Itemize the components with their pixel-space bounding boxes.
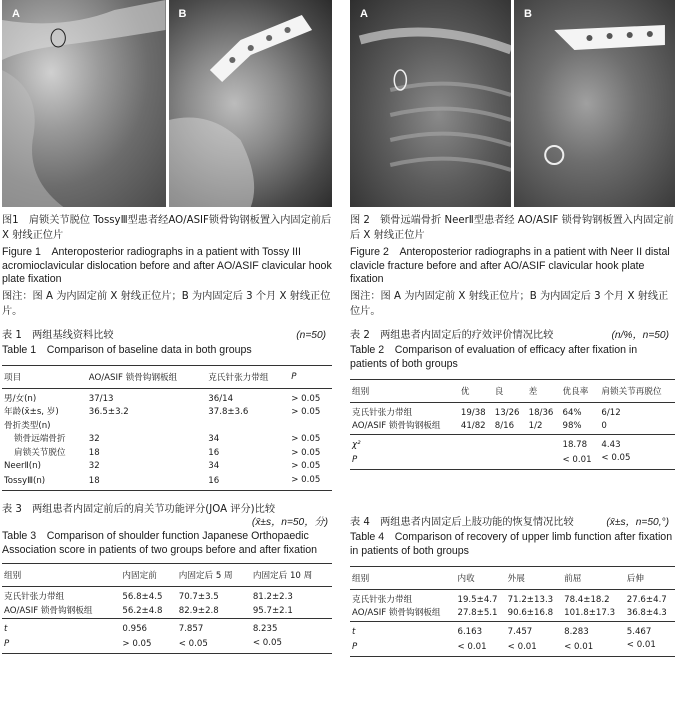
table3-cell: < 0.05 xyxy=(178,639,208,649)
table1-header-cell: AO/ASIF 锁骨钩钢板组 xyxy=(87,365,207,388)
table2 xyxy=(350,379,675,470)
figure2-panel-a-label: A xyxy=(360,8,368,20)
table3-cell: 82.9±2.8 xyxy=(178,605,219,616)
table-row xyxy=(350,589,675,607)
table4-header-cell: 内收 xyxy=(455,566,505,589)
table3-cell: 56.8±4.5 xyxy=(122,592,163,602)
table-row xyxy=(2,587,332,605)
table-row xyxy=(2,420,332,434)
figure2-panel-b-label: B xyxy=(524,8,532,20)
table4-header-cell: 后伸 xyxy=(625,566,675,589)
table1-cell: 肩锁关节脱位 xyxy=(14,447,66,458)
table4-block xyxy=(350,516,675,657)
table3-cell: > 0.05 xyxy=(122,639,152,649)
table2-cell: P xyxy=(352,454,358,465)
table1-cell: > 0.05 xyxy=(291,393,321,404)
table4-cell: 7.457 xyxy=(506,621,562,639)
table1-cell: 32 xyxy=(88,434,100,444)
table1-cell: NeerⅡ(n) xyxy=(4,461,41,471)
left-column xyxy=(2,0,332,654)
table2-cell xyxy=(493,452,527,469)
table1-header-cell: P xyxy=(289,365,332,388)
table4-cell: 27.8±5.1 xyxy=(457,608,498,618)
table2-header-cell: 肩锁关节再脱位 xyxy=(599,379,675,402)
figure1-panel-a-label: A xyxy=(12,8,20,20)
table1-unit: (n=50) xyxy=(296,329,326,341)
table2-cell: AO/ASIF 锁骨钩钢板组 xyxy=(352,421,441,431)
table4-cell: 8.283 xyxy=(562,621,625,639)
table4-title-zh: 表 4 两组患者内固定后上肢功能的恢复情况比较 xyxy=(350,516,574,528)
figure1-note: 图注：图 A 为内固定前 X 射线正位片；B 为内固定后 3 个月 X 射线正位片。 xyxy=(2,290,331,317)
table4-header-cell: 外展 xyxy=(506,566,562,589)
table1-cell: > 0.05 xyxy=(291,474,321,485)
table1-cell: 32 xyxy=(88,461,100,471)
table-row xyxy=(2,619,332,637)
table-row xyxy=(350,639,675,656)
table-row xyxy=(2,406,332,420)
table2-cell: 64% xyxy=(562,407,582,418)
table3-header-cell: 内固定后 10 周 xyxy=(251,564,332,587)
table1-cell xyxy=(87,420,207,434)
table3-cell: 95.7±2.1 xyxy=(252,605,293,616)
table1-title-zh: 表 1 两组基线资料比较 xyxy=(2,329,114,341)
table2-cell: 0 xyxy=(601,421,607,431)
table2-cell: 8/16 xyxy=(494,421,515,431)
table3-header-cell: 组别 xyxy=(2,564,120,587)
figure2-caption-en: Figure 2 Anteroposterior radiographs in a patient with Neer II distal clavicle fracture before and after AO/ASIF clavicular hook plate fixation xyxy=(350,246,670,285)
table2-cell: 19/38 xyxy=(460,407,486,418)
table2-cell xyxy=(459,434,493,452)
table4-cell: 78.4±18.2 xyxy=(564,594,610,605)
table1-title xyxy=(2,329,332,343)
table4-cell: 19.5±4.7 xyxy=(457,594,498,605)
table-row xyxy=(2,433,332,447)
table1-cell: 37/13 xyxy=(88,393,114,404)
table1-cell: > 0.05 xyxy=(291,461,321,471)
table-row xyxy=(350,621,675,639)
table1-cell: 16 xyxy=(208,447,220,458)
table1-cell xyxy=(206,420,289,434)
table4-cell: 90.6±16.8 xyxy=(507,608,554,618)
table1-header xyxy=(2,365,332,388)
table-row xyxy=(350,420,675,434)
table2-header-cell: 优 xyxy=(459,379,493,402)
table3-header-cell: 内固定后 5 周 xyxy=(177,564,251,587)
table4-header-cell: 前屈 xyxy=(562,566,625,589)
figure2-xray-a xyxy=(350,0,511,207)
table-row xyxy=(350,434,675,452)
figure2-caption-zh: 图 2 锁骨远端骨折 NeerⅡ型患者经 AO/ASIF 锁骨钩钢板置入内固定前后 X 射线正位片 xyxy=(350,215,674,241)
table3-cell: 克氏针张力带组 xyxy=(4,592,65,602)
table2-header-cell: 组别 xyxy=(350,379,459,402)
figure1-panel-b-label: B xyxy=(178,8,187,20)
table3-cell: 7.857 xyxy=(177,619,251,637)
table1 xyxy=(2,365,332,492)
table3-cell: AO/ASIF 锁骨钩钢板组 xyxy=(4,605,93,616)
table1-cell: 骨折类型(n) xyxy=(4,420,51,431)
table-row xyxy=(350,607,675,621)
table-row xyxy=(2,474,332,491)
figure2-images xyxy=(350,0,675,207)
table2-cell xyxy=(527,452,561,469)
table4-cell: t xyxy=(350,621,455,639)
figure1-xray-b xyxy=(169,0,333,207)
table-row xyxy=(2,447,332,461)
table1-cell: > 0.05 xyxy=(291,434,321,444)
table3-cell: 56.2±4.8 xyxy=(122,605,163,616)
table2-cell: 18.78 xyxy=(561,434,600,452)
table-row xyxy=(350,402,675,420)
table2-title xyxy=(350,329,675,343)
table3-header-cell: 内固定前 xyxy=(120,564,176,587)
table4-title-en: Table 4 Comparison of recovery of upper limb function after fixation in patients of both groups xyxy=(350,530,673,557)
table2-cell: 4.43 xyxy=(599,434,675,452)
table4-cell: 5.467 xyxy=(625,621,675,639)
table3-cell: t xyxy=(2,619,120,637)
table3-unit: (x̄±s，n=50，分) xyxy=(251,517,328,528)
table1-cell: > 0.05 xyxy=(291,447,321,458)
table3-title-en: Table 3 Comparison of shoulder function Japanese Orthopaedic Association score in patients of two groups before and after fixation xyxy=(2,530,318,556)
ribcage-sketch xyxy=(350,0,511,207)
table2-cell: 13/26 xyxy=(494,407,520,418)
table2-cell xyxy=(527,434,561,452)
table2-title-en: Table 2 Comparison of evaluation of efficacy after fixation in patients of both groups xyxy=(350,343,638,370)
table4-cell: < 0.01 xyxy=(457,641,487,652)
table4-cell: 27.6±4.7 xyxy=(626,594,667,605)
table2-block xyxy=(350,329,675,470)
figure1-caption-en: Figure 1 Anteroposterior radiographs in a patient with Tossy III acromioclavicular dislocation before and after AO/ASIF clavicular hook plate fixation xyxy=(2,246,332,285)
table2-cell: χ² xyxy=(350,434,459,452)
table1-cell: > 0.05 xyxy=(291,407,321,417)
figure2-note: 图注：图 A 为内固定前 X 射线正位片；B 为内固定后 3 个月 X 射线正位片。 xyxy=(350,290,669,317)
figure1-xray-a xyxy=(2,0,166,207)
figure2-xray-b xyxy=(514,0,675,207)
table1-cell: 18 xyxy=(88,447,100,458)
table3-title-zh: 表 3 两组患者内固定前后的肩关节功能评分(JOA 评分)比较 xyxy=(2,504,276,515)
table1-cell: 锁骨远端骨折 xyxy=(14,434,66,444)
table4-cell: 6.163 xyxy=(455,621,505,639)
hook-plate-sketch xyxy=(514,0,675,207)
table1-cell: 男/女(n) xyxy=(4,393,37,404)
table3 xyxy=(2,563,332,654)
shoulder-bone-sketch xyxy=(2,0,166,207)
table3-block xyxy=(2,503,332,654)
table2-header xyxy=(350,379,675,402)
table4-cell: 克氏针张力带组 xyxy=(352,594,413,605)
table2-cell: 1/2 xyxy=(528,421,543,431)
table2-cell xyxy=(493,434,527,452)
table2-cell xyxy=(459,452,493,469)
table-row xyxy=(2,605,332,619)
table4-cell: < 0.01 xyxy=(626,640,656,650)
table2-cell: 18/36 xyxy=(528,407,554,418)
figure1-images xyxy=(2,0,332,207)
table2-cell: 41/82 xyxy=(460,421,486,431)
table4-title xyxy=(350,516,675,530)
table2-cell: < 0.01 xyxy=(562,454,592,465)
table1-cell: 36.5±3.2 xyxy=(88,407,129,417)
table4-cell: AO/ASIF 锁骨钩钢板组 xyxy=(352,608,441,618)
table-row xyxy=(2,637,332,654)
table1-cell: TossyⅢ(n) xyxy=(4,476,46,486)
table4-cell: 71.2±13.3 xyxy=(507,594,554,605)
table2-header-cell: 优良率 xyxy=(561,379,600,402)
table4-cell: 101.8±17.3 xyxy=(564,608,616,618)
table3-cell: P xyxy=(4,639,10,649)
figure1-caption-zh: 图1 肩锁关节脱位 TossyⅢ型患者经AO/ASIF锁骨钩钢板置入内固定前后 X 射线正位片 xyxy=(2,215,332,241)
table1-cell: 16 xyxy=(208,476,220,486)
table2-unit: (n/%，n=50) xyxy=(611,329,669,341)
table-row xyxy=(2,460,332,474)
table2-cell: < 0.05 xyxy=(601,453,631,463)
table4-cell: < 0.01 xyxy=(507,641,537,652)
table1-cell: 36/14 xyxy=(208,393,234,404)
table1-block xyxy=(2,329,332,492)
table3-cell: 81.2±2.3 xyxy=(252,592,293,602)
table4-cell: < 0.01 xyxy=(564,641,594,652)
table1-cell xyxy=(289,420,332,434)
right-column xyxy=(350,0,675,657)
table2-title-zh: 表 2 两组患者内固定后的疗效评价情况比较 xyxy=(350,329,554,341)
table-row xyxy=(350,452,675,469)
table1-title-en: Table 1 Comparison of baseline data in both groups xyxy=(2,343,252,356)
table1-header-cell: 项目 xyxy=(2,365,87,388)
table3-cell: < 0.05 xyxy=(252,637,282,648)
table3-cell: 70.7±3.5 xyxy=(178,592,219,602)
table4 xyxy=(350,566,675,657)
table2-header-cell: 良 xyxy=(493,379,527,402)
table2-header-cell: 差 xyxy=(527,379,561,402)
table1-cell: 34 xyxy=(208,461,220,471)
table4-unit: (x̄±s，n=50,°) xyxy=(606,516,669,528)
table2-cell: 98% xyxy=(562,421,582,431)
table4-cell: P xyxy=(352,641,358,652)
table2-cell: 6/12 xyxy=(601,407,621,418)
table-row xyxy=(2,388,332,406)
table3-cell: 0.956 xyxy=(120,619,176,637)
table4-header xyxy=(350,566,675,589)
table3-header xyxy=(2,564,332,587)
table2-cell: 克氏针张力带组 xyxy=(352,407,413,418)
table1-cell: 18 xyxy=(88,476,100,486)
table4-cell: 36.8±4.3 xyxy=(626,608,667,618)
table4-header-cell: 组别 xyxy=(350,566,455,589)
table1-header-cell: 克氏针张力带组 xyxy=(206,365,289,388)
table3-cell: 8.235 xyxy=(251,619,332,637)
table1-cell: 年龄(x̄±s, 岁) xyxy=(4,407,59,417)
table1-cell: 34 xyxy=(208,434,220,444)
hook-plate-sketch xyxy=(169,0,333,207)
table1-cell: 37.8±3.6 xyxy=(208,407,249,417)
